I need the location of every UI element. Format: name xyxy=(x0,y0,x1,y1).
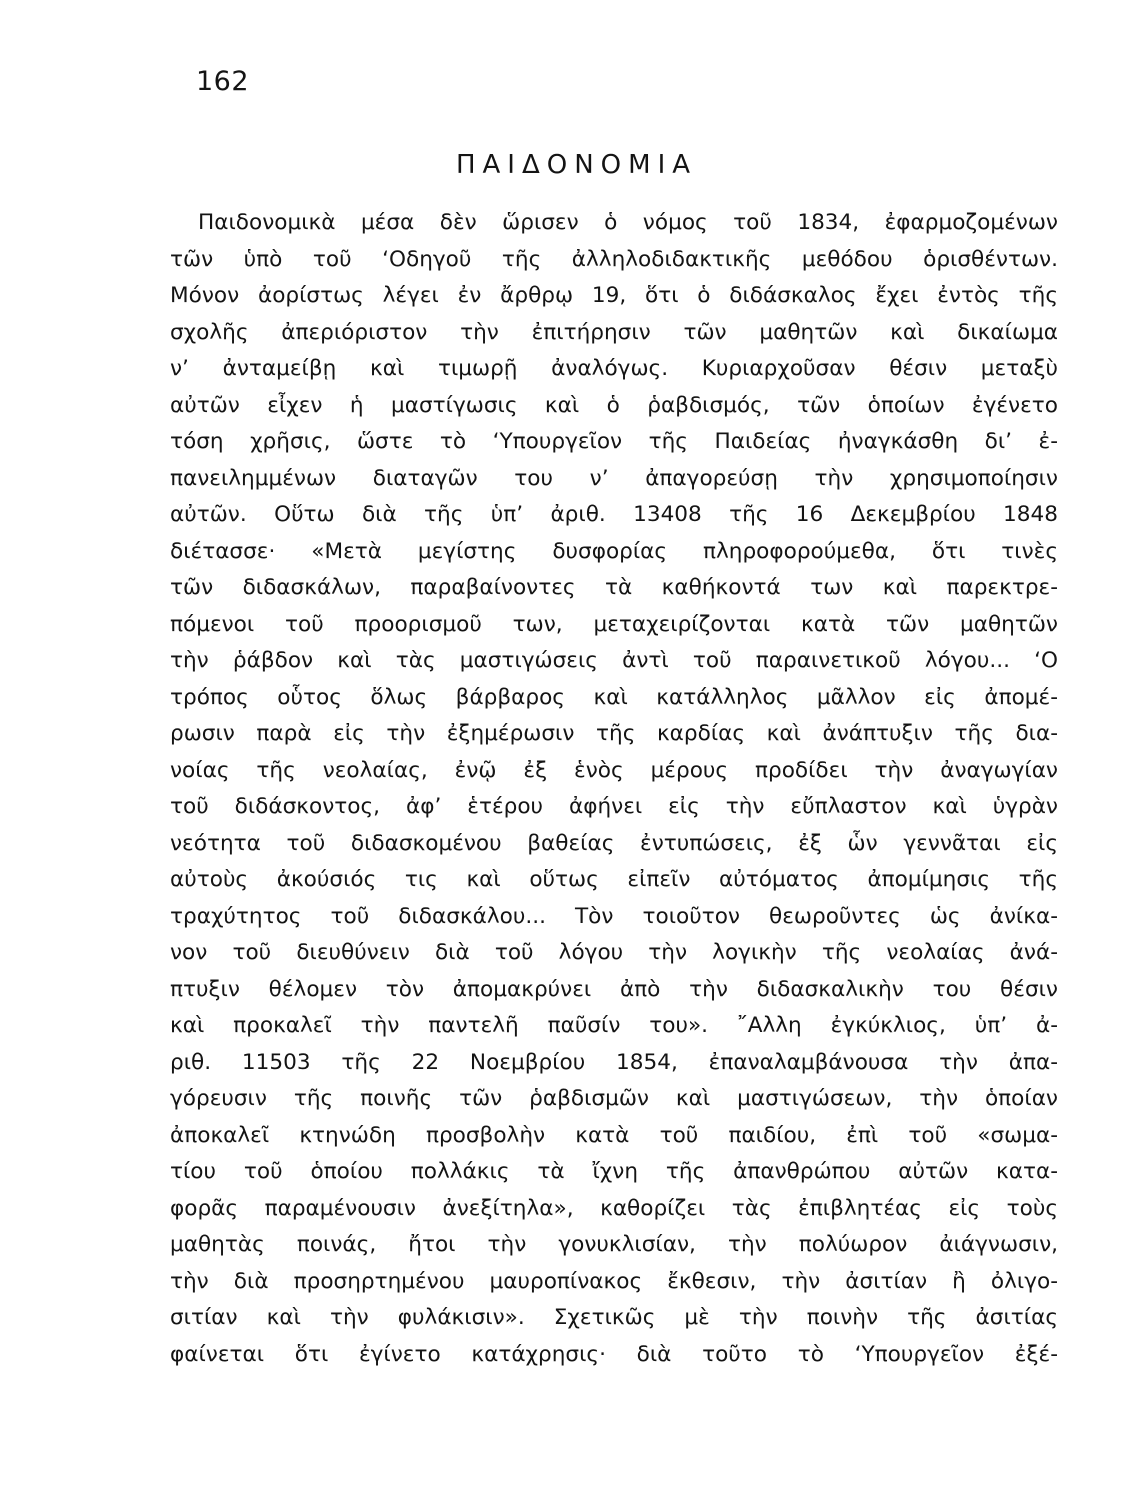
text-line: τῶν διδασκάλων, παραβαίνοντες τὰ καθήκοντά των καὶ παρεκτρε- xyxy=(170,575,1058,600)
body-paragraph xyxy=(170,205,1058,1373)
text-line: τραχύτητος τοῦ διδασκάλου... Τὸν τοιοῦτον θεωροῦντες ὡς ἀνίκα- xyxy=(170,903,1058,929)
text-line: νοίας τῆς νεολαίας, ἐνῷ ἐξ ἑνὸς μέρους προδίδει τὴν ἀναγωγίαν xyxy=(170,757,1058,783)
text-line: τίου τοῦ ὁποίου πολλάκις τὰ ἴχνη τῆς ἀπανθρώπου αὐτῶν κατα- xyxy=(170,1159,1058,1184)
text-line: φορᾶς παραμένουσιν ἀνεξίτηλα», καθορίζει τὰς ἐπιβλητέας εἰς τοὺς xyxy=(170,1195,1058,1221)
text-line: σχολῆς ἀπεριόριστον τὴν ἐπιτήρησιν τῶν μαθητῶν καὶ δικαίωμα xyxy=(170,319,1058,345)
text-line: ἀποκαλεῖ κτηνώδη προσβολὴν κατὰ τοῦ παιδίου, ἐπὶ τοῦ «σωμα- xyxy=(170,1122,1058,1148)
text-line: τὴν ῥάβδον καὶ τὰς μαστιγώσεις ἀντὶ τοῦ παραινετικοῦ λόγου... ‘Ο xyxy=(170,648,1058,673)
text-line: νον τοῦ διευθύνειν διὰ τοῦ λόγου τὴν λογικὴν τῆς νεολαίας ἀνά- xyxy=(170,940,1058,965)
text-line: πτυξιν θέλομεν τὸν ἀπομακρύνει ἀπὸ τὴν διδασκαλικὴν του θέσιν xyxy=(170,976,1058,1002)
text-line: νεότητα τοῦ διδασκομένου βαθείας ἐντυπώσεις, ἐξ ὧν γεννᾶται εἰς xyxy=(170,830,1058,856)
text-line: τὴν διὰ προσηρτημένου μαυροπίνακος ἔκθεσιν, τὴν ἀσιτίαν ἢ ὀλιγο- xyxy=(170,1268,1058,1294)
text-line: αὐτῶν εἶχεν ἡ μαστίγωσις καὶ ὁ ῥαβδισμός, τῶν ὁποίων ἐγένετο xyxy=(170,392,1058,418)
text-line: πόμενοι τοῦ προορισμοῦ των, μεταχειρίζονται κατὰ τῶν μαθητῶν xyxy=(170,611,1058,637)
text-line: φαίνεται ὅτι ἐγίνετο κατάχρησις· διὰ τοῦτο τὸ ‘Υπουργεῖον ἐξέ- xyxy=(170,1341,1058,1367)
text-line: ν’ ἀνταμείβῃ καὶ τιμωρῇ ἀναλόγως. Κυριαρχοῦσαν θέσιν μεταξὺ xyxy=(170,356,1058,381)
text-line: γόρευσιν τῆς ποινῆς τῶν ῥαβδισμῶν καὶ μαστιγώσεων, τὴν ὁποίαν xyxy=(170,1086,1058,1111)
text-line: Παιδονομικὰ μέσα δὲν ὥρισεν ὁ νόμος τοῦ 1834, ἐφαρμοζομένων xyxy=(198,210,1058,235)
text-line: πανειλημμένων διαταγῶν του ν’ ἀπαγορεύσῃ τὴν χρησιμοποίησιν xyxy=(170,465,1058,491)
text-line: τρόπος οὗτος ὅλως βάρβαρος καὶ κατάλληλος μᾶλλον εἰς ἀπομέ- xyxy=(170,684,1058,710)
text-line: διέτασσε· «Μετὰ μεγίστης δυσφορίας πληροφορούμεθα, ὅτι τινὲς xyxy=(170,538,1058,564)
text-line: Μόνον ἀορίστως λέγει ἐν ἄρθρῳ 19, ὅτι ὁ διδάσκαλος ἔχει ἐντὸς τῆς xyxy=(170,283,1058,308)
text-line: αὐτῶν. Οὕτω διὰ τῆς ὑπ’ ἀριθ. 13408 τῆς 16 Δεκεμβρίου 1848 xyxy=(170,502,1058,527)
text-line: τῶν ὑπὸ τοῦ ‘Οδηγοῦ τῆς ἀλληλοδιδακτικῆς μεθόδου ὁρισθέντων. xyxy=(170,246,1058,272)
text-line: καὶ προκαλεῖ τὴν παντελῆ παῦσίν του». ῎Αλλη ἐγκύκλιος, ὑπ’ ἀ- xyxy=(170,1013,1058,1038)
text-line: σιτίαν καὶ τὴν φυλάκισιν». Σχετικῶς μὲ τὴν ποινὴν τῆς ἀσιτίας xyxy=(170,1305,1058,1330)
text-line: τόση χρῆσις, ὥστε τὸ ‘Υπουργεῖον τῆς Παιδείας ἠναγκάσθη δι’ ἐ- xyxy=(170,429,1058,454)
chapter-title: ΠΑΙΔΟΝΟΜΙΑ xyxy=(455,150,698,180)
text-line: ρωσιν παρὰ εἰς τὴν ἐξημέρωσιν τῆς καρδίας καὶ ἀνάπτυξιν τῆς δια- xyxy=(170,721,1058,746)
text-line: αὐτοὺς ἀκούσιός τις καὶ οὕτως εἰπεῖν αὐτόματος ἀπομίμησις τῆς xyxy=(170,867,1058,892)
page-number: 162 xyxy=(196,66,250,97)
text-line: μαθητὰς ποινάς, ἤτοι τὴν γονυκλισίαν, τὴν πολύωρον ἀιάγνωσιν, xyxy=(170,1232,1058,1257)
text-line: ριθ. 11503 τῆς 22 Νοεμβρίου 1854, ἐπαναλαμβάνουσα τὴν ἀπα- xyxy=(170,1049,1058,1075)
text-line: τοῦ διδάσκοντος, ἀφ’ ἑτέρου ἀφήνει εἰς τὴν εὔπλαστον καὶ ὑγρὰν xyxy=(170,794,1058,819)
